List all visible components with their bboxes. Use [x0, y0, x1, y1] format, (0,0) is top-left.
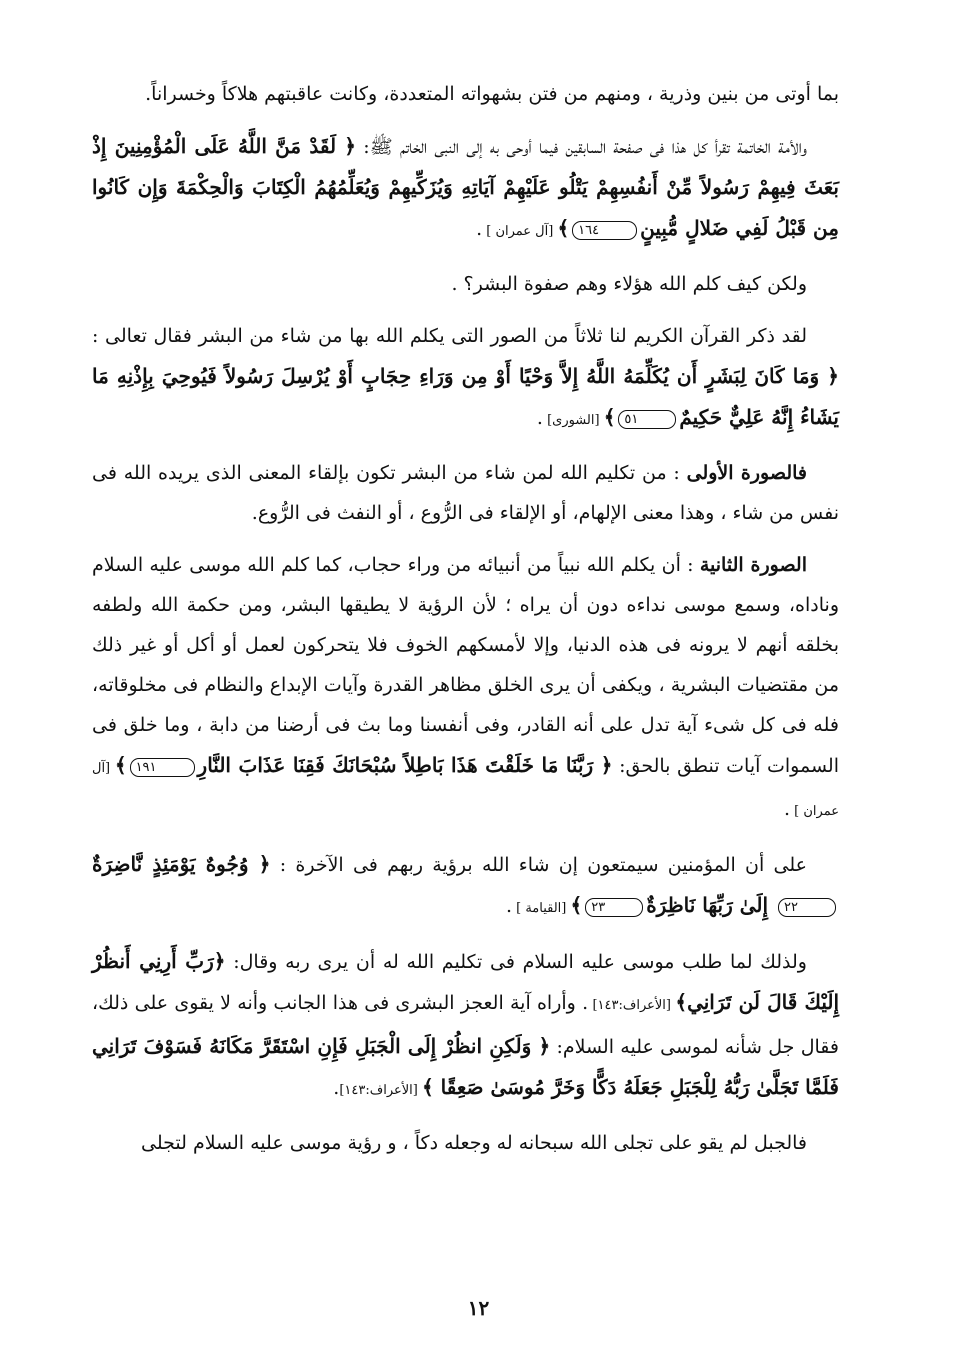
body-text: على أن المؤمنين سيمتعون إن شاء الله برؤية ربهم فى الآخرة :: [270, 854, 807, 876]
paragraph: [92, 126, 839, 252]
ayah-number: ٢٣: [585, 898, 643, 917]
body-text: : أن يكلم الله نبياً من أنبيائه من وراء حجاب، كما كلم الله موسى عليه السلام وناداه، وسمع موسى نداءه دون أن يراه ؛ لأن الرؤية لا يطيقها البشر، ومن حكمة الله ولطفه بخلقه أنهم لا يرونه فى هذه الدنيا، وإلا لأمسكهم الخوف فلا يتحركون لعمل أو أكل أو غير ذلك من مقتضيات البشرية ، ويكفى أن يرى الخلق مظاهر القدرة وآيات الإبداع والنظام فى مخلوقاته، فله فى كل شىء آية تدل على أنه القادر، وفى أنفسنا وما بث فى أرضنا من دابة ، وما خلق فى السموات آيات تنطق بالحق:: [92, 554, 839, 777]
ayah-number: ٥١: [618, 410, 676, 429]
body-text: .: [784, 798, 791, 820]
surah-reference: [الأعراف:١٤٣]: [339, 1083, 422, 1098]
ayah-number: ٢٢: [778, 898, 836, 917]
body-text: .: [476, 218, 483, 240]
quran-verse: ﴾: [557, 216, 570, 240]
quran-verse: ﴿ رَبَّنَا مَا خَلَقْتَ هَذَا بَاطِلاً سُبْحَانَكَ فَقِنَا عَذَابَ النَّارِ: [197, 753, 613, 777]
quran-verse: ﴾: [603, 405, 616, 429]
section-heading: فالصورة الأولى: [686, 462, 807, 484]
section-heading: الصورة الثانية: [699, 554, 807, 576]
paragraph: [92, 74, 839, 114]
surah-reference: [القيامة ]: [511, 901, 571, 916]
quran-verse: ﴾: [114, 753, 127, 777]
paragraph: [92, 1123, 839, 1163]
quran-verse: ﴿ وَمَا كَانَ لِبَشَرٍ أَن يُكَلِّمَهُ اللَّهُ إِلاَّ وَحْيًا أَوْ مِن وَرَاءِ حِجَابٍ أَوْ يُرْسِلَ رَسُولاً فَيُوحِيَ بِإِذْنِهِ مَا يَشَاءُ إِنَّهُ عَلِيٌّ حَكِيمٌ: [92, 364, 839, 429]
body-text: لقد ذكر القرآن الكريم لنا ثلاثاً من الصور التى يكلم الله بها من شاء من البشر فقال تعالى :: [92, 325, 807, 347]
paragraph: [92, 316, 839, 441]
body-text: .: [333, 1077, 340, 1099]
paragraph: [92, 941, 839, 1111]
paragraph: [92, 545, 839, 832]
quran-verse: إِلَىٰ رَبِّهَا نَاظِرَةٌ: [646, 893, 776, 917]
quran-verse: ﴿ لَقَدْ مَنَّ اللَّهُ عَلَى الْمُؤْمِنِينَ إِذْ بَعَثَ فِيهِمْ رَسُولاً مِّنْ أَنفُسِهِمْ يَتْلُو عَلَيْهِمْ آيَاتِهِ وَيُزَكِّيهِمْ وَيُعَلِّمُهُمُ الْكِتَابَ وَالْحِكْمَةَ وَإِن كَانُوا مِن قَبْلُ لَفِي ضَلالٍ مُّبِينٍ: [92, 134, 839, 240]
body-text: .: [536, 407, 543, 429]
surah-reference: [الأعراف:١٤٣]: [588, 998, 676, 1013]
body-text: ولذلك لما طلب موسى عليه السلام فى تكليم الله له أن يرى ربه وقال:: [225, 951, 807, 973]
surah-reference: [آل عمران ]: [92, 761, 839, 819]
surah-reference: [الشورى]: [542, 413, 604, 428]
body-text: والأمة الخاتمة تقرأ كل هذا فى صفحة السابقين فيما أوحى به إلى النبى الخاتم ﷺ:: [356, 136, 807, 158]
page-number: ١٢: [467, 1296, 490, 1320]
ayah-number: ١٦٤: [572, 221, 637, 240]
page-body: [92, 74, 839, 1175]
surah-reference: [آل عمران ]: [482, 224, 558, 239]
quran-verse: ﴿ وُجُوهٌ يَوْمَئِذٍ نَّاضِرَةٌ: [92, 852, 271, 876]
paragraph: [92, 264, 839, 304]
quran-verse: ﴾: [570, 893, 583, 917]
quran-verse: ﴿ وَلَكِنِ انظُرْ إِلَى الْجَبَلِ فَإِنِ اسْتَقَرَّ مَكَانَهُ فَسَوْفَ تَرَانِي فَلَمَّا تَجَلَّىٰ رَبُّهُ لِلْجَبَلِ جَعَلَهُ دَكًّا وَخَرَّ مُوسَىٰ صَعِقًا ﴾: [92, 1034, 839, 1099]
body-text: ولكن كيف كلم الله هؤلاء وهم صفوة البشر؟ .: [451, 273, 807, 295]
body-text: بما أوتى من بنين وذرية ، ومنهم من فتن بشهواته المتعددة، وكانت عاقبتهم هلاكاً وخسراناً.: [145, 83, 839, 105]
body-text: .: [505, 895, 512, 917]
paragraph: [92, 453, 839, 533]
body-text: : من تكليم الله لمن شاء من البشر تكون بإلقاء المعنى الذى يريده الله فى نفس من شاء ، وهذا معنى الإلهام، أو الإلقاء فى الرُّوع ، أو النفث فى الرُّوع.: [92, 462, 839, 524]
quran-verse: ﴿رَبِّ أَرِنِي أَنظُرْ إِلَيْكَ قَالَ لَن تَرَانِي﴾: [92, 949, 839, 1014]
paragraph: [92, 844, 839, 929]
body-text: فالجبل لم يقو على تجلى الله سبحانه له وجعله دكاً ، و رؤية موسى عليه السلام لتجلى: [141, 1132, 807, 1154]
body-text: . وأراه آية العجز البشرى فى هذا الجانب وأنه لا يقوى على ذلك، فقال جل شأنه لموسى عليه السلام:: [92, 992, 839, 1058]
ayah-number: ١٩١: [130, 758, 195, 777]
